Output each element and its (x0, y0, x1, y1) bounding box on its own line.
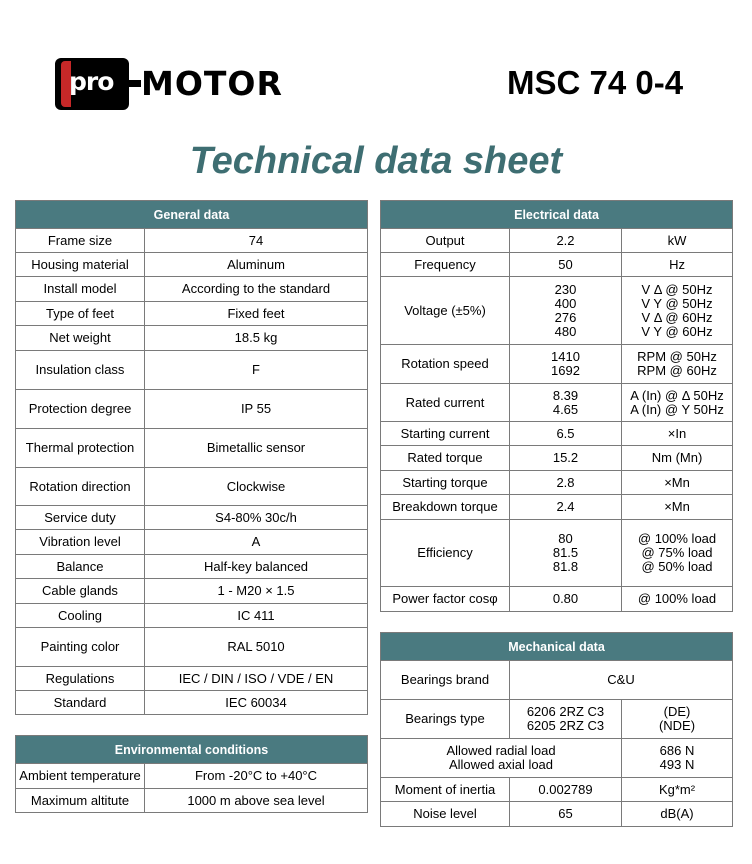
environmental-conditions-table (15, 735, 368, 813)
allowed-loads-value: 686 N 493 N (622, 739, 733, 778)
thermal-protection-value: Bimetallic sensor (145, 429, 368, 468)
maximum-altitude-label: Maximum altitute (16, 789, 145, 813)
page-title: Technical data sheet (189, 140, 563, 182)
vibration-level-label: Vibration level (16, 530, 145, 555)
moment-of-inertia-value: 0.002789 (510, 778, 622, 802)
rated-current-label: Rated current (381, 384, 510, 422)
model-number: MSC 74 0-4 (507, 64, 684, 101)
rated-torque-value: 15.2 (510, 446, 622, 471)
housing-material-value: Aluminum (145, 253, 368, 277)
voltage-label: Voltage (±5%) (381, 277, 510, 345)
rotation-speed-unit: RPM @ 50Hz RPM @ 60Hz (622, 345, 733, 384)
protection-degree-value: IP 55 (145, 390, 368, 429)
environmental-conditions-heading: Environmental conditions (16, 736, 368, 764)
net-weight-label: Net weight (16, 326, 145, 351)
moment-of-inertia-unit: Kg*m² (622, 778, 733, 802)
power-factor-label: Power factor cosφ (381, 587, 510, 612)
rated-current-unit: A (In) @ Δ 50Hz A (In) @ Y 50Hz (622, 384, 733, 422)
rotation-speed-label: Rotation speed (381, 345, 510, 384)
frame-size-value: 74 (145, 229, 368, 253)
net-weight-value: 18.5 kg (145, 326, 368, 351)
mechanical-data-heading: Mechanical data (381, 633, 733, 661)
type-of-feet-label: Type of feet (16, 302, 145, 326)
breakdown-torque-value: 2.4 (510, 495, 622, 520)
starting-torque-unit: ×Mn (622, 471, 733, 495)
painting-color-value: RAL 5010 (145, 628, 368, 667)
allowed-loads-label: Allowed radial load Allowed axial load (381, 739, 622, 778)
starting-current-value: 6.5 (510, 422, 622, 446)
service-duty-label: Service duty (16, 506, 145, 530)
pro-motor-logo (55, 58, 295, 110)
starting-current-label: Starting current (381, 422, 510, 446)
noise-level-value: 65 (510, 802, 622, 827)
power-factor-unit: @ 100% load (622, 587, 733, 612)
bearings-brand-value: C&U (510, 661, 733, 700)
protection-degree-label: Protection degree (16, 390, 145, 429)
breakdown-torque-unit: ×Mn (622, 495, 733, 520)
noise-level-unit: dB(A) (622, 802, 733, 827)
noise-level-label: Noise level (381, 802, 510, 827)
mechanical-data-table (380, 632, 733, 827)
ambient-temperature-label: Ambient temperature (16, 764, 145, 789)
maximum-altitude-value: 1000 m above sea level (145, 789, 368, 813)
frequency-label: Frequency (381, 253, 510, 277)
general-data-heading: General data (16, 201, 368, 229)
cooling-value: IC 411 (145, 604, 368, 628)
regulations-value: IEC / DIN / ISO / VDE / EN (145, 667, 368, 691)
voltage-value: 230 400 276 480 (510, 277, 622, 345)
rated-current-value: 8.39 4.65 (510, 384, 622, 422)
logo-pro-text: pro (69, 67, 114, 96)
output-label: Output (381, 229, 510, 253)
bearings-brand-label: Bearings brand (381, 661, 510, 700)
balance-value: Half-key balanced (145, 555, 368, 579)
standard-label: Standard (16, 691, 145, 715)
logo-pro-badge (55, 58, 129, 110)
housing-material-label: Housing material (16, 253, 145, 277)
efficiency-value: 80 81.5 81.8 (510, 520, 622, 587)
service-duty-value: S4-80% 30c/h (145, 506, 368, 530)
rotation-direction-label: Rotation direction (16, 468, 145, 506)
bearings-type-label: Bearings type (381, 700, 510, 739)
install-model-label: Install model (16, 277, 145, 302)
rotation-direction-value: Clockwise (145, 468, 368, 506)
starting-current-unit: ×In (622, 422, 733, 446)
breakdown-torque-label: Breakdown torque (381, 495, 510, 520)
bearings-type-unit: (DE) (NDE) (622, 700, 733, 739)
power-factor-value: 0.80 (510, 587, 622, 612)
bearings-type-value: 6206 2RZ C3 6205 2RZ C3 (510, 700, 622, 739)
electrical-data-heading: Electrical data (381, 201, 733, 229)
rated-torque-label: Rated torque (381, 446, 510, 471)
voltage-unit: V Δ @ 50Hz V Y @ 50Hz V Δ @ 60Hz V Y @ 60Hz (622, 277, 733, 345)
balance-label: Balance (16, 555, 145, 579)
standard-value: IEC 60034 (145, 691, 368, 715)
ambient-temperature-value: From -20°C to +40°C (145, 764, 368, 789)
frequency-unit: Hz (622, 253, 733, 277)
moment-of-inertia-label: Moment of inertia (381, 778, 510, 802)
cable-glands-value: 1 - M20 × 1.5 (145, 579, 368, 604)
output-unit: kW (622, 229, 733, 253)
general-data-table (15, 200, 368, 715)
install-model-value: According to the standard (145, 277, 368, 302)
cooling-label: Cooling (16, 604, 145, 628)
starting-torque-label: Starting torque (381, 471, 510, 495)
frequency-value: 50 (510, 253, 622, 277)
electrical-data-table (380, 200, 733, 612)
cable-glands-label: Cable glands (16, 579, 145, 604)
rotation-speed-value: 1410 1692 (510, 345, 622, 384)
insulation-class-value: F (145, 351, 368, 390)
rated-torque-unit: Nm (Mn) (622, 446, 733, 471)
frame-size-label: Frame size (16, 229, 145, 253)
output-value: 2.2 (510, 229, 622, 253)
efficiency-unit: @ 100% load @ 75% load @ 50% load (622, 520, 733, 587)
type-of-feet-value: Fixed feet (145, 302, 368, 326)
vibration-level-value: A (145, 530, 368, 555)
regulations-label: Regulations (16, 667, 145, 691)
logo-motor-text: MOTOR (141, 64, 283, 103)
thermal-protection-label: Thermal protection (16, 429, 145, 468)
insulation-class-label: Insulation class (16, 351, 145, 390)
starting-torque-value: 2.8 (510, 471, 622, 495)
efficiency-label: Efficiency (381, 520, 510, 587)
painting-color-label: Painting color (16, 628, 145, 667)
